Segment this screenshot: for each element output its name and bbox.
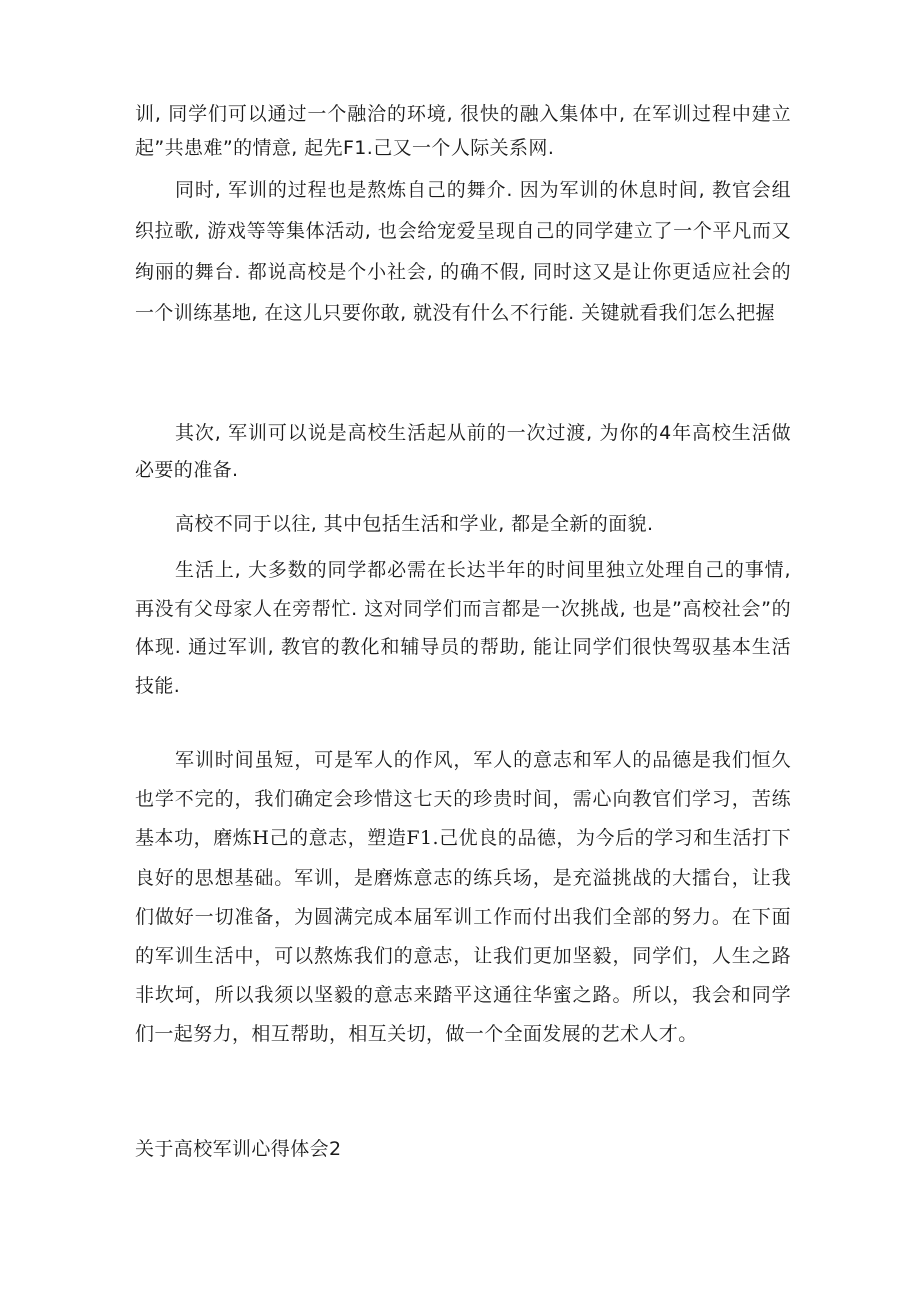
- paragraph-life-skills: 生活上, 大多数的同学都必需在长达半年的时间里独立处理自己的事情, 再没有父母家人在旁帮忙. 这对同学们而言都是一次挑战, 也是”高校社会”的体现. 通过军训, 教官的教化和辅导员的帮助, 能让同学们很快驾驭基本生活技能.: [135, 559, 791, 697]
- paragraph-conclusion: 军训时间虽短，可是军人的作风，军人的意志和军人的品德是我们恒久也学不完的，我们确定会珍惜这七天的珍贵时间，需心向教官们学习，苦练基本功，磨炼H己的意志，塑造F1.己优良的品德，为今后的学习和生活打下良好的思想基础。军训，是磨炼意志的练兵场，是充溢挑战的大擂台，让我们做好一切准备，为圆满完成本届军训工作而付出我们全部的努力。在下面的军训生活中，可以熬炼我们的意志，让我们更加坚毅，同学们，人生之路非坎坷，所以我须以坚毅的意志来踏平这通往华蜜之路。所以，我会和同学们一起努力，相互帮助，相互关切，做一个全面发展的艺术人才。: [135, 749, 791, 1046]
- paragraph-stage: 同时, 军训的过程也是熬炼自己的舞介. 因为军训的休息时间, 教官会组织拉歌, 游戏等等集体活动, 也会给宠爱呈现自己的同学建立了一个平凡而又绚丽的舞台. 都说高校是个小社会, 的确不假, 同时这又是让你更适应社会的一个训练基地, 在这儿只要你敢, 就没有什么不行能. 关键就看我们怎么把握: [135, 179, 791, 324]
- section-heading: 关于高校军训心得体会2: [135, 1138, 342, 1160]
- paragraph-university-difference: 高校不同于以往, 其中包括生活和学业, 都是全新的面貌.: [175, 513, 654, 535]
- paragraph-transition: 其次, 军训可以说是高校生活起从前的一次过渡, 为你的4年高校生活做必要的准备.: [135, 422, 791, 481]
- paragraph-continuation: 训, 同学们可以通过一个融洽的环境, 很快的融入集体中, 在军训过程中建立起”共患难”的情意, 起先F1.己又一个人际关系网.: [135, 103, 791, 159]
